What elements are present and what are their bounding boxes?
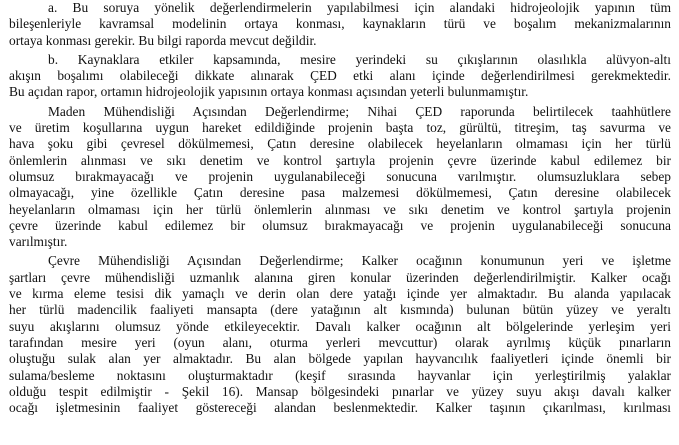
text-line: olduğu tespit edilmiştir - Şekil 16). Mansap bölgesindeki pınarlar ve yüzey suyu akışı davalı kalker: [9, 383, 671, 399]
text-line: Çevre Mühendisliği Açısından Değerlendirme; Kalker ocağının konumunun yeri ve işletme: [48, 253, 671, 269]
text-line: sulama/besleme noktasını oluşturmaktadır (keşif sırasında hayvanlar için yerleştirilmiş yalaklar: [9, 367, 671, 383]
text-line: b. Kaynaklara etkiler kapsamında, mesire yerindeki su çıkışlarının olasılıkla alüvyon-altı: [48, 51, 671, 67]
document-page: [9, 0, 671, 416]
text-line: çevre üzerinde kabul edilemez bir olumsuz bırakmayacağı ve projenin uygulanabileceği sonucuna: [9, 217, 671, 233]
text-line: suyu akışlarını olumsuz yönde etkileyecektir. Davalı kalker ocağının alt bölgelerinde yerleşim yeri: [9, 318, 671, 334]
text-line: bileşenleriyle kavramsal modelinin ortaya konması, kaynakların türü ve boşalım mekanizmalarının: [9, 16, 671, 32]
paragraph-mining-evaluation: [9, 104, 671, 251]
paragraph-a: [9, 0, 671, 49]
text-line: ocağı işletmesinin faaliyet göstereceği alandan beslenmektedir. Kalker taşının çıkarılması, kırılması: [9, 400, 671, 416]
text-line: oluştuğu sulak alan yer almaktadır. Bu alan bölgede yapılan hayvancılık faaliyetleri içinde önemli bir: [9, 351, 671, 367]
text-line: olmayacağı, yine özellikle Çatın deresine pasa malzemesi dökülmemesi, Çatın deresine olabilecek: [9, 185, 671, 201]
paragraph-environmental-evaluation: [9, 253, 671, 416]
text-line: Maden Mühendisliği Açısından Değerlendirme; Nihai ÇED raporunda belirtilecek taahhütlere: [48, 103, 671, 119]
text-line: ve kırma eleme tesisi dik yamaçlı ve derin olan dere yatağı içinde yer almaktadır. Bu alanda yapılacak: [9, 286, 671, 302]
text-line: Bu açıdan rapor, ortamın hidrojeolojik yapısının ortaya konması açısından yeterli bulunmamıştır.: [9, 84, 529, 100]
text-line: a. Bu soruya yönelik değerlendirmelerin yapılabilmesi için alandaki hidrojeolojik yapının tüm: [48, 0, 671, 15]
text-line: ve üretim koşullarına uygun hareket edildiğinde projenin başta toz, gürültü, titreşim, taş savurma ve: [9, 120, 671, 136]
text-line: varılmıştır.: [9, 234, 68, 250]
text-line: hava şoku gibi çevresel dökülmemesi, Çatın deresine olabilecek heyelanların olmaması için her türlü: [9, 136, 671, 152]
text-line: akışın boşalımı olabileceği dikkate alınarak ÇED etki alanı içinde değerlendirilmesi gerekmektedir.: [9, 68, 671, 84]
text-line: önlemlerin alınması ve sıkı denetim ve kontrol şartıyla projenin çevre üzerinde kabul edilemez bir: [9, 152, 671, 168]
paragraph-b: [9, 52, 671, 101]
text-line: heyelanların olmaması için her türlü önlemlerin alınması ve sıkı denetim ve kontrol şartıyla projenin: [9, 201, 671, 217]
text-line: ortaya konması gerekir. Bu bilgi raporda mevcut değildir.: [9, 32, 317, 48]
text-line: her türlü madencilik faaliyeti mansapta (dere yatağının alt kısmında) bulunan bütün yüzey ve yeraltı: [9, 302, 671, 318]
text-line: olumsuz bırakmayacağı ve projenin uygulanabileceği sonucuna varılmıştır. olumsuzluklara sebep: [9, 168, 671, 184]
text-line: şartları çevre mühendisliği uzmanlık alanına giren konular üzerinden değerlendirilmiştir. Kalker ocağı: [9, 269, 671, 285]
text-line: tarafından mesire yeri (oyun alanı, oturma yerleri mevcuttur) olarak ayrılmış küçük pınarların: [9, 334, 671, 350]
